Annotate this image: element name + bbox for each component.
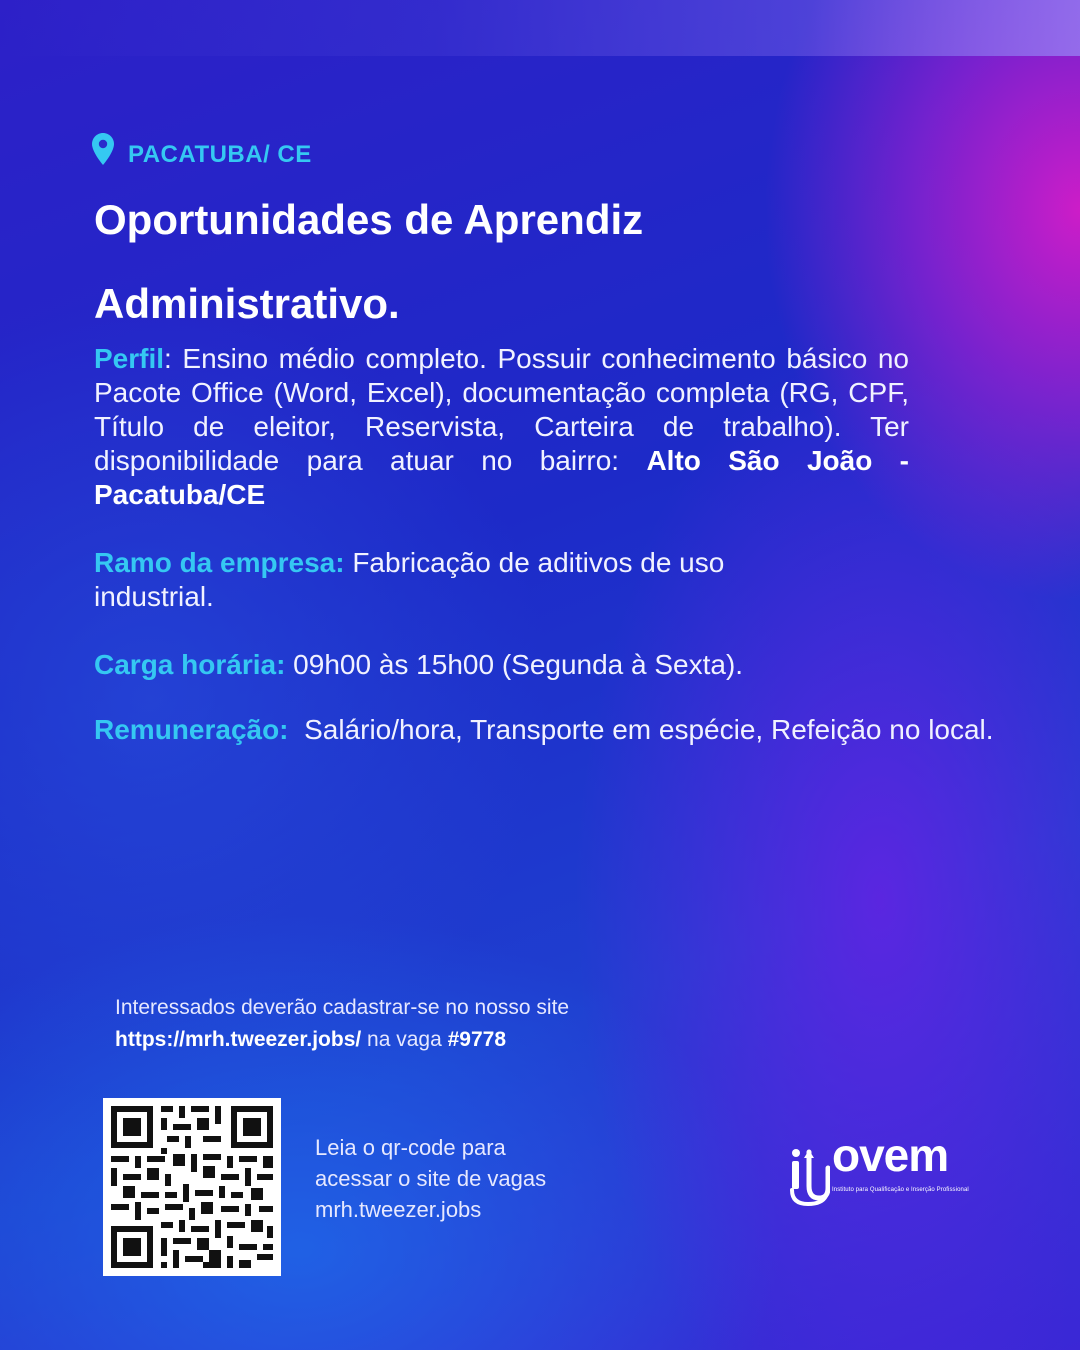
location-text: PACATUBA/ CE	[128, 141, 312, 168]
perfil-paragraph	[94, 342, 909, 512]
logo-tagline: Instituto para Qualificação e Inserção Profissional	[832, 1187, 969, 1193]
title-line-1: Oportunidades de Aprendiz	[94, 196, 644, 243]
top-light-strip	[0, 0, 1080, 56]
ramo-text: Fabricação de aditivos de uso industrial.	[94, 547, 725, 612]
spacer	[94, 682, 909, 713]
remuneracao-text: Salário/hora, Transporte em espécie, Refeição no local.	[288, 714, 994, 745]
logo-wordmark: ovem	[832, 1129, 949, 1181]
qr-caption	[315, 1132, 546, 1225]
spacer	[94, 512, 909, 546]
remuneracao-label: Remuneração:	[94, 714, 289, 745]
signup-url-link[interactable]: https://mrh.tweezer.jobs/	[115, 1028, 362, 1051]
qr-caption-line-3: mrh.tweezer.jobs	[315, 1197, 482, 1222]
signup-middle-text: na vaga	[361, 1028, 448, 1051]
location-pin-icon	[92, 133, 114, 165]
logo-i-mark-icon	[788, 1146, 830, 1206]
carga-text: 09h00 às 15h00 (Segunda à Sexta).	[285, 649, 744, 680]
spacer	[94, 614, 909, 648]
carga-label: Carga horária:	[94, 649, 286, 680]
ramo-label: Ramo da empresa:	[94, 547, 345, 578]
qr-code[interactable]	[103, 1098, 281, 1276]
vaga-number: #9778	[447, 1028, 507, 1051]
signup-line-1: Interessados deverão cadastrar-se no nosso site	[115, 996, 570, 1019]
job-post-content	[94, 128, 994, 747]
signup-line-2	[115, 1024, 569, 1056]
page-title	[94, 178, 909, 346]
perfil-text: : Ensino médio completo. Possuir conhecimento básico no Pacote Office (Word, Excel), documentação completa (RG, CPF, Título de eleitor, Reservista, Carteira de trabalho). Ter disponibilidade para atuar no bairro:	[94, 343, 909, 476]
qr-caption-line-2: acessar o site de vagas	[315, 1166, 547, 1191]
perfil-bairro: Alto São João - Pacatuba/CE	[94, 445, 909, 510]
remuneracao-paragraph	[94, 713, 1024, 747]
ramo-paragraph	[94, 546, 824, 614]
ijovem-logo	[788, 1129, 988, 1208]
qr-caption-line-1: Leia o qr-code para	[315, 1135, 506, 1160]
carga-paragraph	[94, 648, 994, 682]
location-row	[94, 128, 909, 170]
title-line-2: Administrativo.	[94, 280, 400, 327]
perfil-label: Perfil	[94, 343, 165, 374]
qr-code-image	[103, 1098, 281, 1276]
signup-info	[115, 992, 569, 1056]
